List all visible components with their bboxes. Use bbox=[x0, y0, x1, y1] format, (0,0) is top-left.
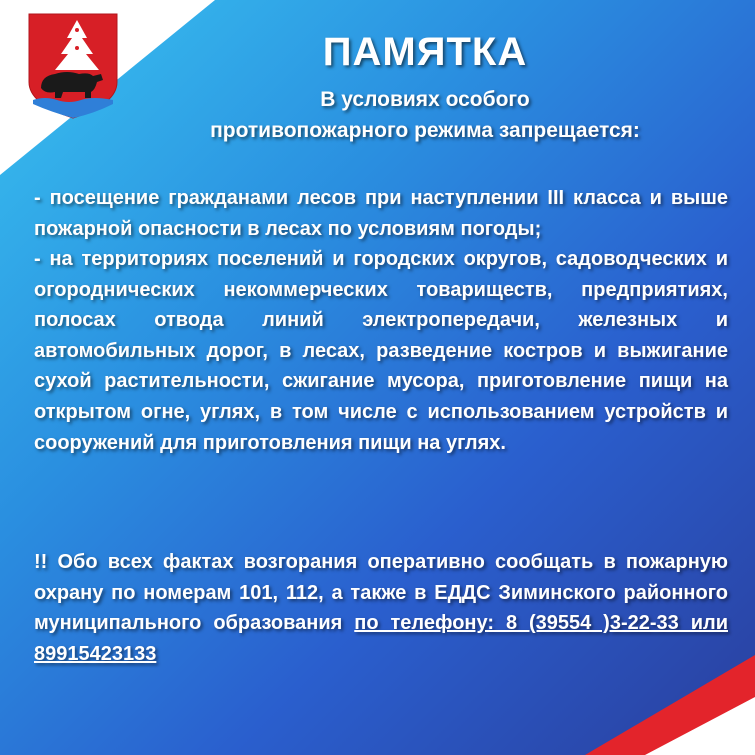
white-corner-stripe bbox=[645, 697, 755, 755]
phone-numbers: по телефону: 8 (39554 )3-22-33 или 89915423133 bbox=[34, 612, 728, 665]
prohibition-paragraph-1: - посещение гражданами лесов при наступлении III класса и выше пожарной опасности в лесах по условиям погоды; bbox=[34, 187, 728, 240]
subtitle-line-2: противопожарного режима запрещается: bbox=[210, 119, 640, 142]
subtitle-line-1: В условиях особого bbox=[320, 88, 530, 111]
prohibition-paragraph-2: - на территориях поселений и городских округов, садоводческих и огороднических некоммерческих товариществ, предприятиях, полосах отвода линий электропередачи, железных и автомобильных дорог, в лесах, разведение костров и выжигание сухой растительности, сжигание мусора, приготовление пищи на открытом огне, углях, в том числе с использованием устройств и сооружений для приготовления пищи на углях. bbox=[34, 248, 728, 454]
notice-paragraph bbox=[34, 547, 728, 669]
coat-of-arms-bear-fir-icon bbox=[27, 12, 119, 120]
notice-text: !! Обо всех фактах возгорания оперативно сообщать в пожарную охрану по номерам 101, 112, а также в ЕДДС Зиминского районного муниципального образования bbox=[34, 551, 728, 635]
page-title: ПАМЯТКА bbox=[322, 30, 528, 74]
